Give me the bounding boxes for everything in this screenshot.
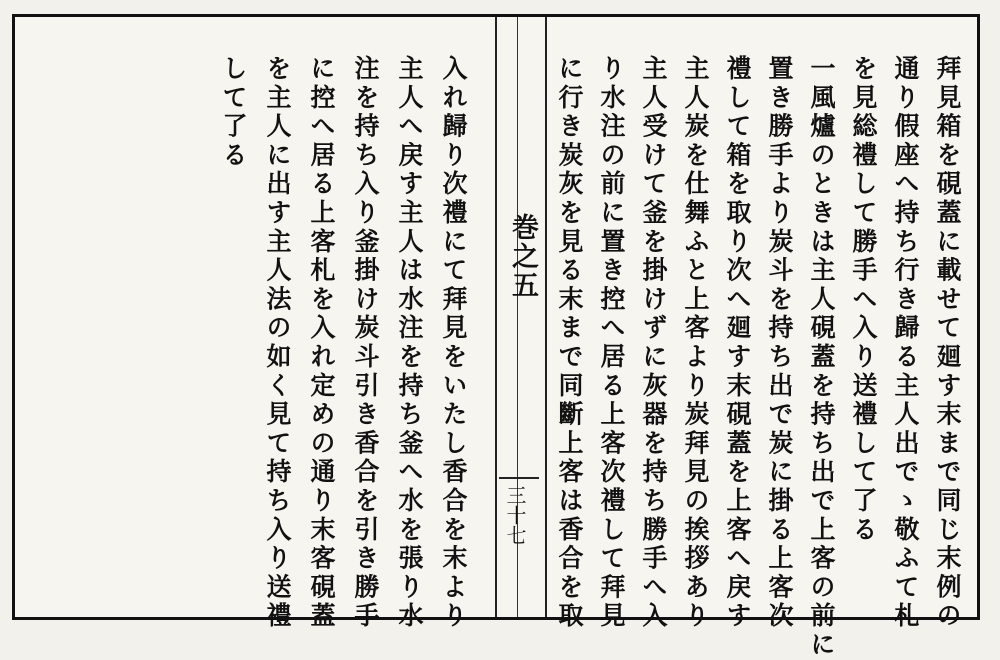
text-column: に控へ居る上客札を入れ定めの通り末客硯蓋 <box>307 55 336 631</box>
page-number-rule <box>499 477 539 479</box>
text-column: 主人へ戻す主人は水注を持ち釜へ水を張り水 <box>395 55 424 631</box>
text-column: 禮して箱を取り次へ廻す末硯蓋を上客へ戻す <box>723 55 752 631</box>
text-column: に行き炭灰を見る末まで同斷上客は香合を取 <box>555 55 584 631</box>
left-page <box>15 17 497 631</box>
right-page <box>545 17 979 660</box>
text-column: 通り假座へ持ち行き歸る主人出でゝ敬ふて札 <box>891 55 920 631</box>
page-number: 三十七 <box>503 485 527 545</box>
text-column: 一風爐のときは主人硯蓋を持ち出で上客の前に <box>807 55 836 660</box>
text-column: を見総禮して勝手へ入り送禮して了る <box>849 55 878 545</box>
text-column: 置き勝手より炭斗を持ち出で炭に掛る上客次 <box>765 55 794 631</box>
text-column: 拜見箱を硯蓋に載せて廻す末まで同じ末例の <box>933 55 962 631</box>
text-column: 注を持ち入り釜掛け炭斗引き香合を引き勝手 <box>351 55 380 631</box>
text-column: 主人受けて釜を掛けずに灰器を持ち勝手へ入 <box>639 55 668 631</box>
text-column: して了る <box>219 55 248 171</box>
text-column: 主人炭を仕舞ふと上客より炭拜見の挨拶あり <box>681 55 710 631</box>
text-column: り水注の前に置き控へ居る上客次禮して拜見 <box>597 55 626 631</box>
text-column: を主人に出す主人法の如く見て持ち入り送禮 <box>263 55 292 631</box>
book-spread <box>12 14 980 660</box>
text-column: 入れ歸り次禮にて拜見をいたし香合を末より <box>439 55 468 631</box>
page-gutter <box>495 17 545 617</box>
volume-label: 巻之五 <box>507 213 538 300</box>
